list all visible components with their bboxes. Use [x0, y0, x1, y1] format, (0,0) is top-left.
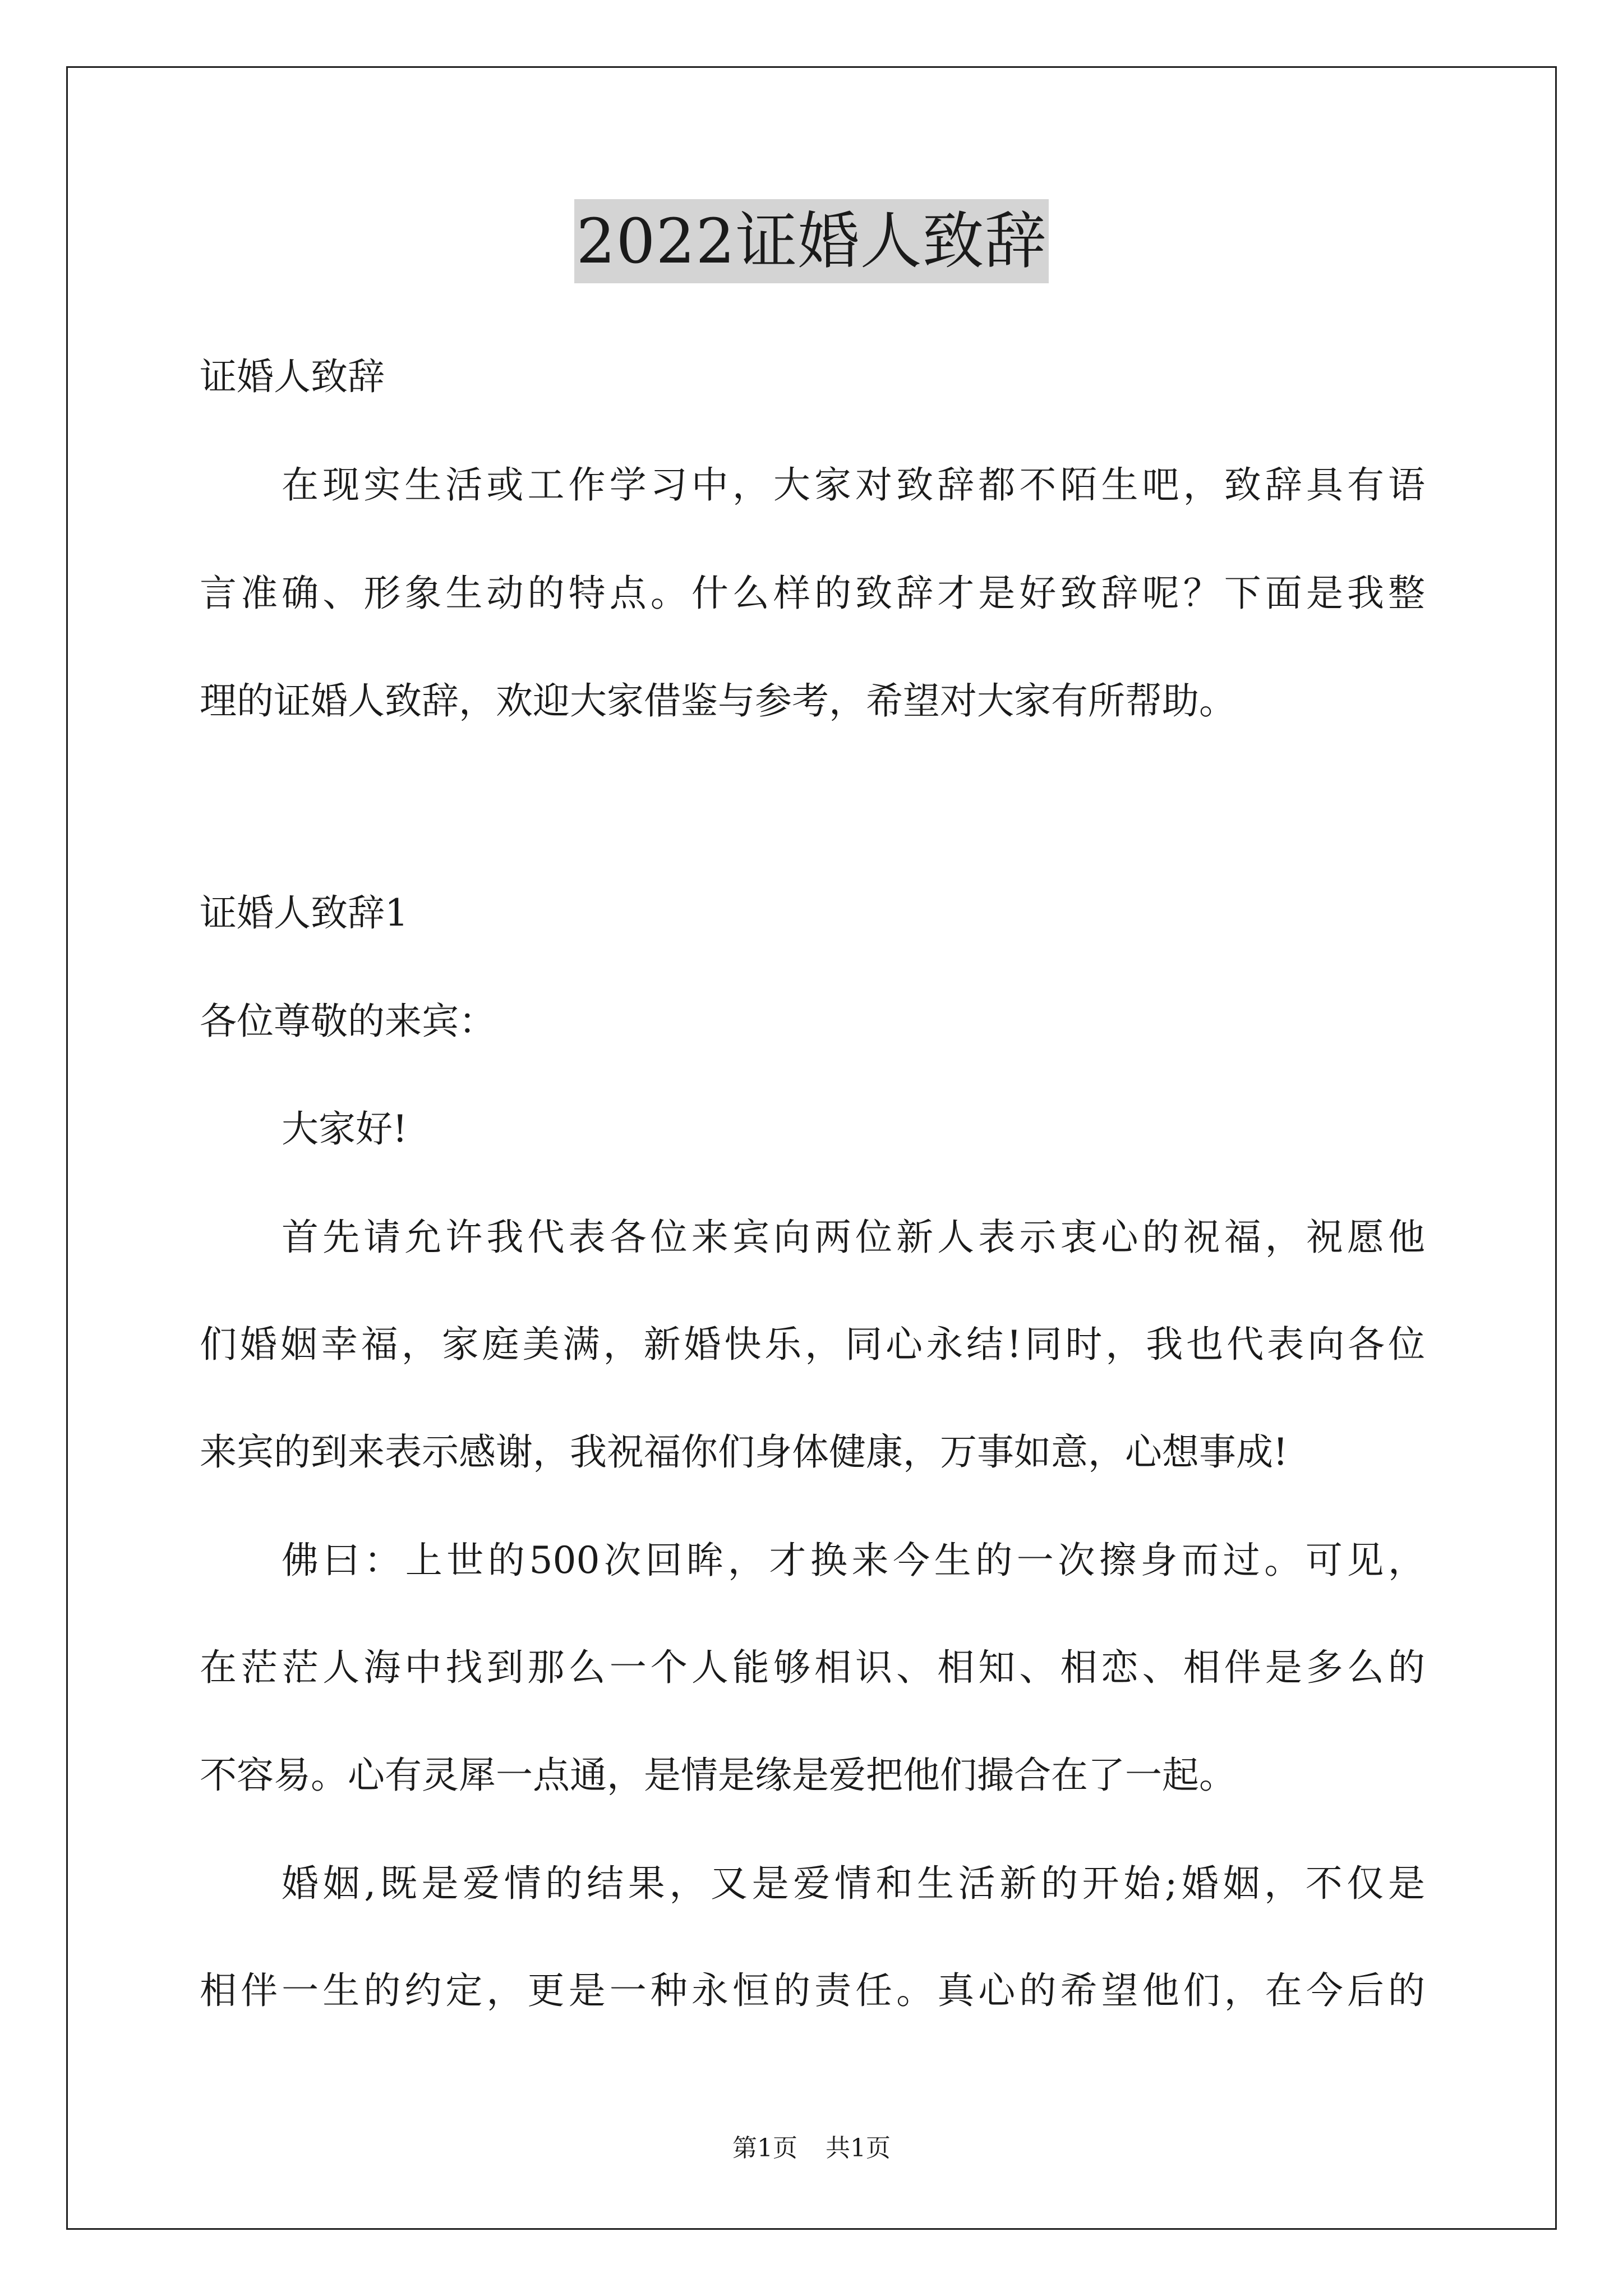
- paragraph-line: 不容易。心有灵犀一点通，是情是缘是爱把他们撮合在了一起。: [200, 1754, 1236, 1797]
- section-heading: 证婚人致辞1: [200, 891, 408, 935]
- paragraph-line: 首先请允许我代表各位来宾向两位新人表示衷心的祝福，祝愿他: [282, 1216, 1425, 1259]
- document-title: 2022证婚人致辞: [574, 199, 1049, 283]
- intro-line: 言准确、形象生动的特点。什么样的致辞才是好致辞呢？下面是我整: [200, 572, 1425, 615]
- paragraph-line: 婚姻,既是爱情的结果，又是爱情和生活新的开始;婚姻，不仅是: [282, 1862, 1425, 1905]
- intro-line: 理的证婚人致辞，欢迎大家借鉴与参考，希望对大家有所帮助。: [200, 679, 1236, 723]
- page-total: 共1页: [826, 2134, 891, 2162]
- paragraph-line: 在茫茫人海中找到那么一个人能够相识、相知、相恋、相伴是多么的: [200, 1646, 1425, 1689]
- paragraph-line: 来宾的到来表示感谢，我祝福你们身体健康，万事如意，心想事成!: [200, 1430, 1288, 1474]
- intro-line: 在现实生活或工作学习中，大家对致辞都不陌生吧，致辞具有语: [282, 463, 1425, 507]
- page-number: 第1页: [732, 2134, 797, 2162]
- greeting: 大家好!: [282, 1107, 408, 1151]
- title-container: [0, 199, 1623, 283]
- salutation: 各位尊敬的来宾：: [200, 1000, 496, 1043]
- page-footer: [0, 2132, 1623, 2165]
- paragraph-line: 佛曰：上世的500次回眸，才换来今生的一次擦身而过。可见，: [282, 1539, 1425, 1582]
- paragraph-line: 相伴一生的约定，更是一种永恒的责任。真心的希望他们，在今后的: [200, 1969, 1425, 2012]
- paragraph-line: 们婚姻幸福，家庭美满，新婚快乐，同心永结!同时，我也代表向各位: [200, 1323, 1425, 1366]
- subtitle: 证婚人致辞: [200, 355, 385, 398]
